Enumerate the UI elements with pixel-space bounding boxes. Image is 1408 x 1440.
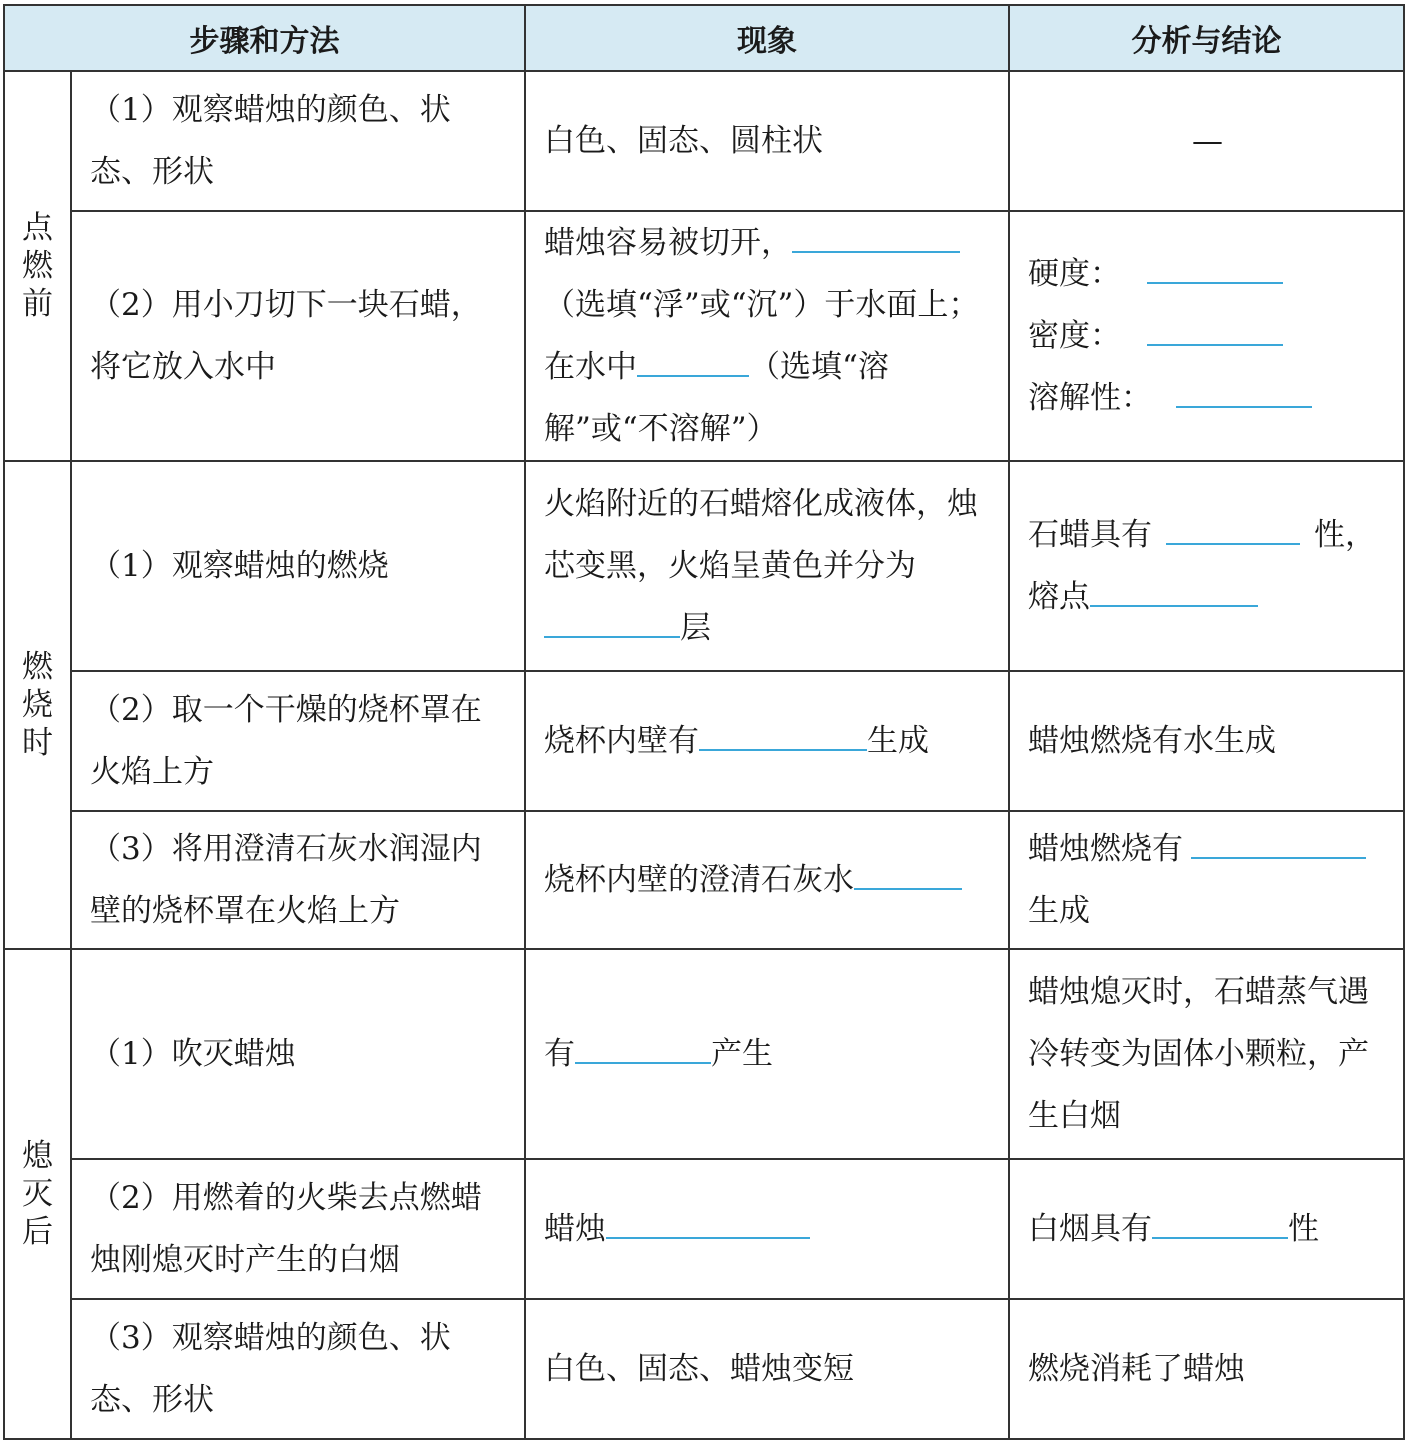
conclusion-cell: — — [1009, 71, 1404, 211]
answer-blank[interactable] — [1147, 252, 1283, 284]
answer-blank[interactable] — [606, 1207, 810, 1239]
answer-blank[interactable] — [1176, 376, 1312, 408]
phenomenon-cell — [525, 671, 1009, 811]
answer-blank[interactable] — [792, 221, 960, 253]
answer-blank[interactable] — [1090, 575, 1258, 607]
conclusion-text: 性 — [1288, 1211, 1319, 1247]
phenomenon-text: 烧杯内壁的澄清石灰水 — [544, 862, 854, 898]
phenomenon-cell — [525, 1159, 1009, 1299]
phase-label: 熄灭后 — [22, 1138, 53, 1250]
conclusion-text: 生成 — [1028, 893, 1090, 929]
phenomenon-cell: 白色、固态、圆柱状 — [525, 71, 1009, 211]
table-row — [4, 461, 1404, 671]
table-row — [4, 671, 1404, 811]
phase-before — [4, 71, 71, 461]
phenomenon-text: 生成 — [867, 723, 929, 759]
header-phenomenon: 现象 — [525, 5, 1009, 71]
answer-blank[interactable] — [1152, 1207, 1288, 1239]
phenomenon-cell: 白色、固态、蜡烛变短 — [525, 1299, 1009, 1439]
phenomenon-text: 火焰附近的石蜡熔化成液体，烛芯变黑，火焰呈黄色并分为 — [544, 486, 978, 584]
conclusion-text: 白烟具有 — [1028, 1211, 1152, 1247]
conclusion-cell: 燃烧消耗了蜡烛 — [1009, 1299, 1404, 1439]
conclusion-text: 石蜡具有 — [1028, 517, 1152, 553]
conclusion-cell — [1009, 1159, 1404, 1299]
conclusion-cell — [1009, 211, 1404, 461]
conclusion-line — [1028, 243, 1387, 305]
phenomenon-cell — [525, 211, 1009, 461]
phase-label: 点燃前 — [22, 210, 53, 322]
label-solubility: 溶解性： — [1028, 380, 1152, 416]
label-density: 密度： — [1028, 318, 1121, 354]
phenomenon-cell — [525, 949, 1009, 1159]
table-row — [4, 811, 1404, 949]
conclusion-cell: 蜡烛熄灭时，石蜡蒸气遇冷转变为固体小颗粒，产生白烟 — [1009, 949, 1404, 1159]
phase-label: 燃烧时 — [22, 649, 53, 761]
phenomenon-text: （选填“浮”或“沉”）于水面上；在水中 — [544, 287, 980, 385]
answer-blank[interactable] — [637, 345, 749, 377]
step-cell: （2）取一个干燥的烧杯罩在火焰上方 — [71, 671, 525, 811]
phenomenon-cell — [525, 461, 1009, 671]
step-cell: （1）吹灭蜡烛 — [71, 949, 525, 1159]
label-hardness: 硬度： — [1028, 256, 1121, 292]
conclusion-line — [1028, 367, 1387, 429]
conclusion-cell — [1009, 461, 1404, 671]
step-cell: （1）观察蜡烛的燃烧 — [71, 461, 525, 671]
conclusion-text: 蜡烛燃烧有 — [1028, 831, 1183, 867]
step-cell: （1）观察蜡烛的颜色、状态、形状 — [71, 71, 525, 211]
header-row — [4, 5, 1404, 71]
phenomenon-text: 产生 — [711, 1036, 773, 1072]
answer-blank[interactable] — [544, 606, 680, 638]
table-row — [4, 949, 1404, 1159]
conclusion-text: 性， — [1314, 517, 1376, 553]
phenomenon-text: 有 — [544, 1036, 575, 1072]
phase-during — [4, 461, 71, 949]
phenomenon-text: （选填“溶解”或“不溶解”） — [544, 349, 889, 447]
conclusion-cell — [1009, 811, 1404, 949]
phase-after — [4, 949, 71, 1439]
answer-blank[interactable] — [699, 719, 867, 751]
answer-blank[interactable] — [1191, 827, 1366, 859]
phenomenon-text: 烧杯内壁有 — [544, 723, 699, 759]
step-cell: （3）观察蜡烛的颜色、状态、形状 — [71, 1299, 525, 1439]
answer-blank[interactable] — [1147, 314, 1283, 346]
experiment-table — [3, 4, 1405, 1440]
step-cell: （2）用燃着的火柴去点燃蜡烛刚熄灭时产生的白烟 — [71, 1159, 525, 1299]
phenomenon-text: 蜡烛 — [544, 1211, 606, 1247]
step-cell: （3）将用澄清石灰水润湿内壁的烧杯罩在火焰上方 — [71, 811, 525, 949]
table-row — [4, 71, 1404, 211]
header-steps: 步骤和方法 — [4, 5, 525, 71]
answer-blank[interactable] — [1166, 513, 1300, 545]
conclusion-line — [1028, 305, 1387, 367]
answer-blank[interactable] — [854, 858, 962, 890]
answer-blank[interactable] — [575, 1032, 711, 1064]
phenomenon-cell — [525, 811, 1009, 949]
step-cell: （2）用小刀切下一块石蜡，将它放入水中 — [71, 211, 525, 461]
conclusion-cell: 蜡烛燃烧有水生成 — [1009, 671, 1404, 811]
table-row — [4, 1299, 1404, 1439]
table-row — [4, 1159, 1404, 1299]
phenomenon-text: 蜡烛容易被切开， — [544, 225, 792, 261]
phenomenon-text: 层 — [680, 610, 711, 646]
conclusion-text: 熔点 — [1028, 579, 1090, 615]
header-conclusion: 分析与结论 — [1009, 5, 1404, 71]
table-row — [4, 211, 1404, 461]
